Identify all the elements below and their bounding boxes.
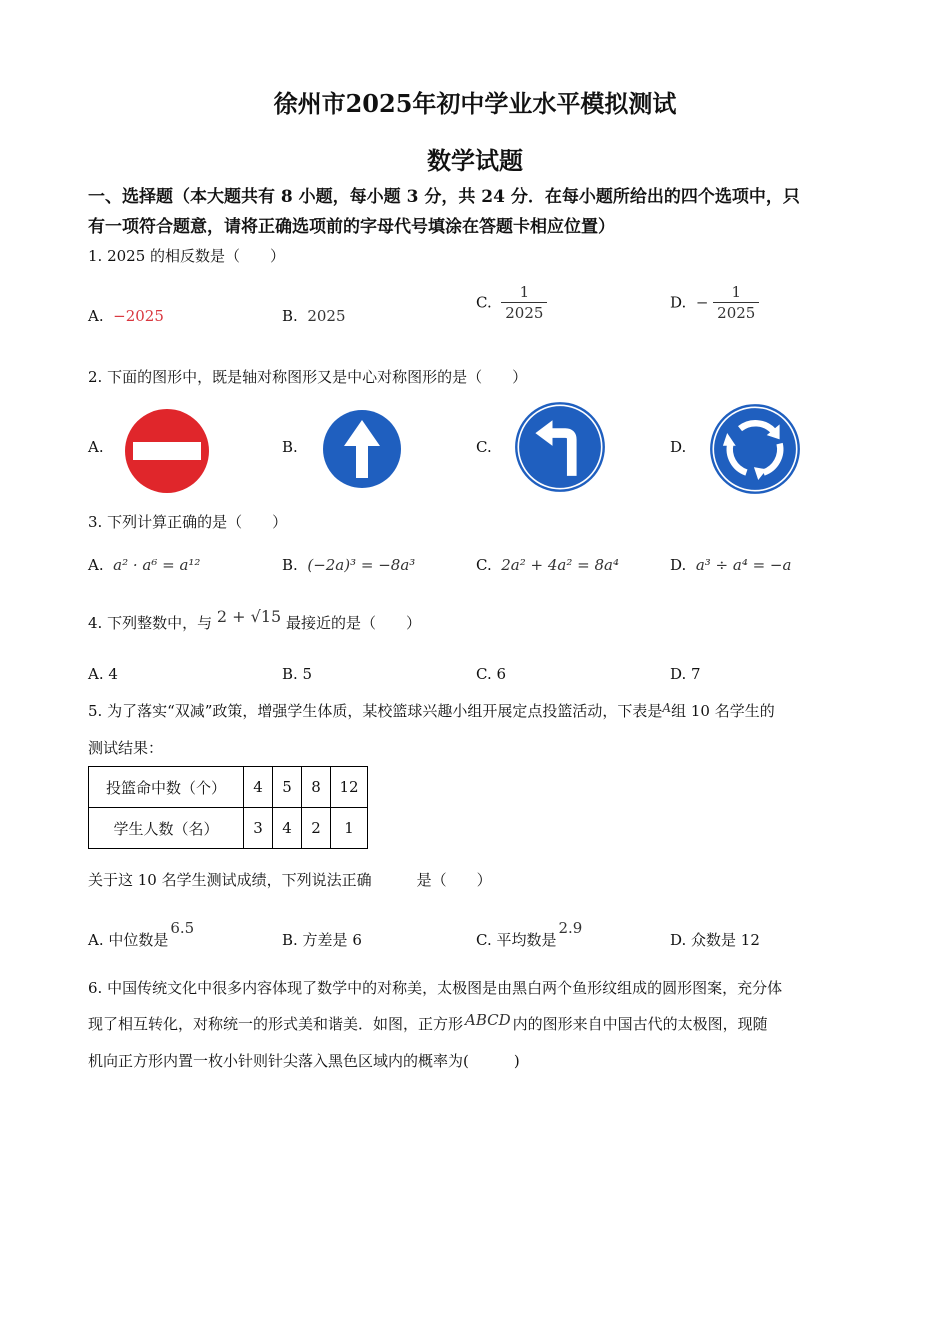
q4-expression: 2 + √15 [216, 607, 282, 626]
q3-option-c: C. 2a² + 4a² = 8a⁴ [476, 556, 619, 574]
q4-option-b: B. 5 [282, 665, 313, 683]
q3-a-expr: a² · a⁶ = a¹² [113, 556, 201, 574]
q1-b-value: 2025 [307, 307, 346, 325]
section-heading-line1: 一、选择题（本大题共有 8 小题，每小题 3 分，共 24 分．在每小题所给出的四个选项中，只 [88, 187, 800, 207]
up-arrow-sign-icon [319, 406, 405, 492]
q1-c-fraction: $\frac{1}{2025}$ [501, 282, 547, 323]
table-cell: 12 [331, 767, 368, 808]
q5-group-var: A [662, 701, 672, 715]
q6-stem-line3: 机向正方形内置一枚小针则针尖落入黑色区域内的概率为( ) [88, 1052, 520, 1070]
q3-stem: 3. 下列计算正确的是（ ） [88, 513, 288, 531]
q4-option-a: A. 4 [88, 665, 118, 683]
q3-c-expr: 2a² + 4a² = 8a⁴ [501, 556, 619, 574]
table-cell: 5 [273, 767, 302, 808]
q1-option-c: C. $\frac{1}{2025}$ [476, 282, 547, 323]
q3-d-expr: a³ ÷ a⁴ = −a [695, 556, 792, 574]
q5-c-value: 2.9 [558, 919, 583, 937]
table-cell: 1 [331, 808, 368, 849]
table-cell: 4 [273, 808, 302, 849]
q2-label-a: A. [88, 438, 104, 456]
q6-square-var: ABCD [465, 1011, 511, 1029]
q6-stem-line1: 6. 中国传统文化中很多内容体现了数学中的对称美，太极图是由黑白两个鱼形纹组成的圆形图案，充分体 [88, 979, 783, 997]
table-cell: 3 [244, 808, 273, 849]
section-heading [88, 182, 868, 242]
q3-option-a: A. a² · a⁶ = a¹² [88, 556, 201, 574]
table-cell: 4 [244, 767, 273, 808]
q1-option-b: B. 2025 [282, 307, 346, 325]
q2-stem: 2. 下面的图形中，既是轴对称图形又是中心对称图形的是（ ） [88, 368, 528, 386]
page-subtitle: 数学试题 [427, 146, 523, 175]
q1-option-a: A. −2025 [88, 307, 164, 325]
q1-option-d: D. − $\frac{1}{2025}$ [670, 282, 759, 323]
table-cell: 8 [302, 767, 331, 808]
q1-d-fraction: $\frac{1}{2025}$ [713, 282, 759, 323]
q5-question: 关于这 10 名学生测试成绩，下列说法正确 是（ ） [88, 871, 492, 889]
roundabout-sign-icon [709, 403, 801, 495]
table-cell: 2 [302, 808, 331, 849]
q5-a-value: 6.5 [170, 919, 195, 937]
q4-stem: 4. 下列整数中，与 2 + √15 最接近的是（ ） [88, 607, 421, 632]
q5-stem-line1: 5. 为了落实“双减”政策，增强学生体质，某校篮球兴趣小组开展定点投篮活动，下表是$^A$组 10 名学生的 [88, 701, 775, 720]
table-cell: 投篮命中数（个） [89, 767, 244, 808]
q5-option-d: D. 众数是 12 [670, 931, 760, 949]
table-row [89, 808, 368, 849]
table-cell: 学生人数（名） [89, 808, 244, 849]
q5-table [88, 766, 368, 849]
q5-stem-line2: 测试结果： [88, 739, 164, 757]
q3-b-expr: (−2a)³ = −8a³ [307, 556, 416, 574]
section-heading-line2: 有一项符合题意，请将正确选项前的字母代号填涂在答题卡相应位置） [88, 217, 615, 237]
q2-label-c: C. [476, 438, 492, 456]
q6-stem-line2: 现了相互转化，对称统一的形式美和谐美．如图，正方形 ABCD 内的图形来自中国古代的太极图，现随 [88, 1011, 768, 1033]
q4-option-c: C. 6 [476, 665, 507, 683]
q1-a-value: −2025 [113, 307, 164, 325]
q2-label-d: D. [670, 438, 687, 456]
q5-option-b: B. 方差是 6 [282, 931, 362, 949]
q2-label-b: B. [282, 438, 298, 456]
q3-option-d: D. a³ ÷ a⁴ = −a [670, 556, 792, 574]
no-entry-sign-icon [124, 408, 210, 494]
q4-option-d: D. 7 [670, 665, 701, 683]
page-title: 徐州市2025年初中学业水平模拟测试 [273, 89, 677, 118]
table-row [89, 767, 368, 808]
q5-option-a: A. 中位数是6.5 [88, 919, 195, 949]
q3-option-b: B. (−2a)³ = −8a³ [282, 556, 416, 574]
turn-left-sign-icon [514, 401, 606, 493]
q1-stem: 1. 2025 的相反数是（ ） [88, 247, 286, 265]
q5-option-c: C. 平均数是2.9 [476, 919, 583, 949]
